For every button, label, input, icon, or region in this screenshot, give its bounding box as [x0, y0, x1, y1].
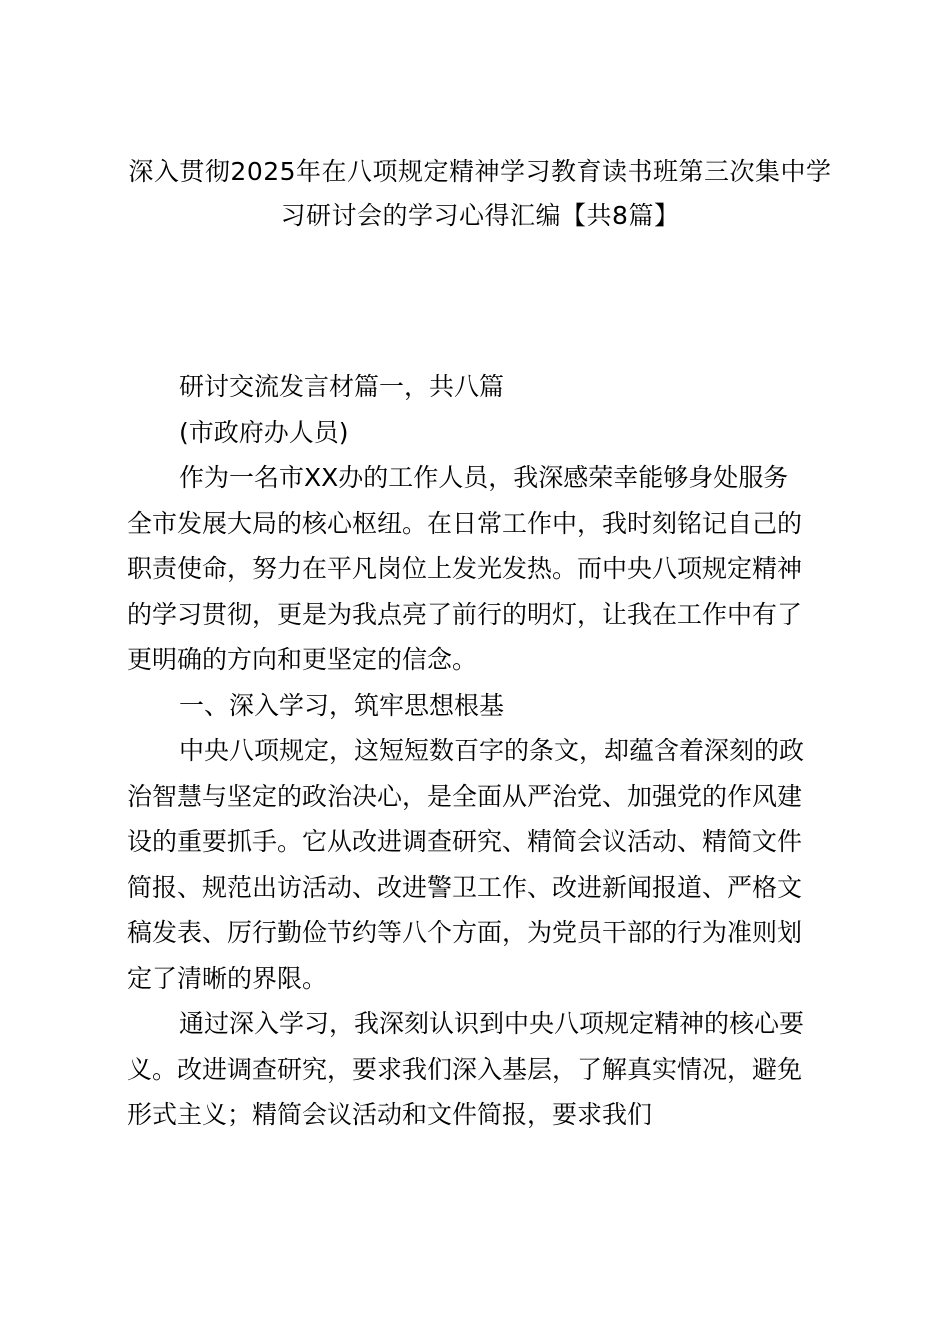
paragraph-line: 义。改进调查研究，要求我们深入基层，了解真实情况，避免 [127, 1054, 803, 1084]
paragraph-line: 中央八项规定，这短短数百字的条文，却蕴含着深刻的政 [179, 736, 805, 765]
paragraph-line: 简报、规范出访活动、改进警卫工作、改进新闻报道、严格文 [127, 872, 803, 902]
paragraph-2 [127, 728, 827, 1001]
paragraph-line: 定了清晰的界限。 [127, 963, 328, 993]
paragraph-line: 稿发表、厉行勤俭节约等八个方面，为党员干部的行为准则划 [127, 918, 803, 947]
paragraph-line: 全市发展大局的核心枢纽。在日常工作中，我时刻铭记自己的 [127, 508, 803, 538]
paragraph-1 [127, 455, 827, 683]
paragraph-line: 的学习贯彻，更是为我点亮了前行的明灯，让我在工作中有了 [127, 599, 803, 629]
paragraph-line: 设的重要抓手。它从改进调查研究、精简会议活动、精简文件 [127, 827, 803, 856]
paragraph-line: 更明确的方向和更坚定的信念。 [127, 645, 478, 674]
paragraph-line: 职责使命，努力在平凡岗位上发光发热。而中央八项规定精神 [127, 554, 803, 583]
document-body [127, 364, 827, 1138]
paragraph-line: 通过深入学习，我深刻认识到中央八项规定精神的核心要 [179, 1009, 805, 1038]
title-line-2: 习研讨会的学习心得汇编【共8篇】 [280, 201, 680, 230]
paragraph-line: 形式主义；精简会议活动和文件简报，要求我们 [127, 1100, 653, 1129]
section-heading: 一、深入学习，筑牢思想根基 [179, 690, 505, 720]
author-line: (市政府办人员) [179, 417, 349, 447]
document-title [110, 150, 850, 238]
paragraph-3 [127, 1001, 827, 1138]
title-line-1: 深入贯彻2025年在八项规定精神学习教育读书班第三次集中学 [128, 157, 832, 186]
paragraph-line: 治智慧与坚定的政治决心，是全面从严治党、加强党的作风建 [127, 781, 803, 811]
intro-line: 研讨交流发言材篇一，共八篇 [179, 372, 505, 401]
paragraph-line: 作为一名市XX办的工作人员，我深感荣幸能够身处服务 [179, 463, 789, 492]
